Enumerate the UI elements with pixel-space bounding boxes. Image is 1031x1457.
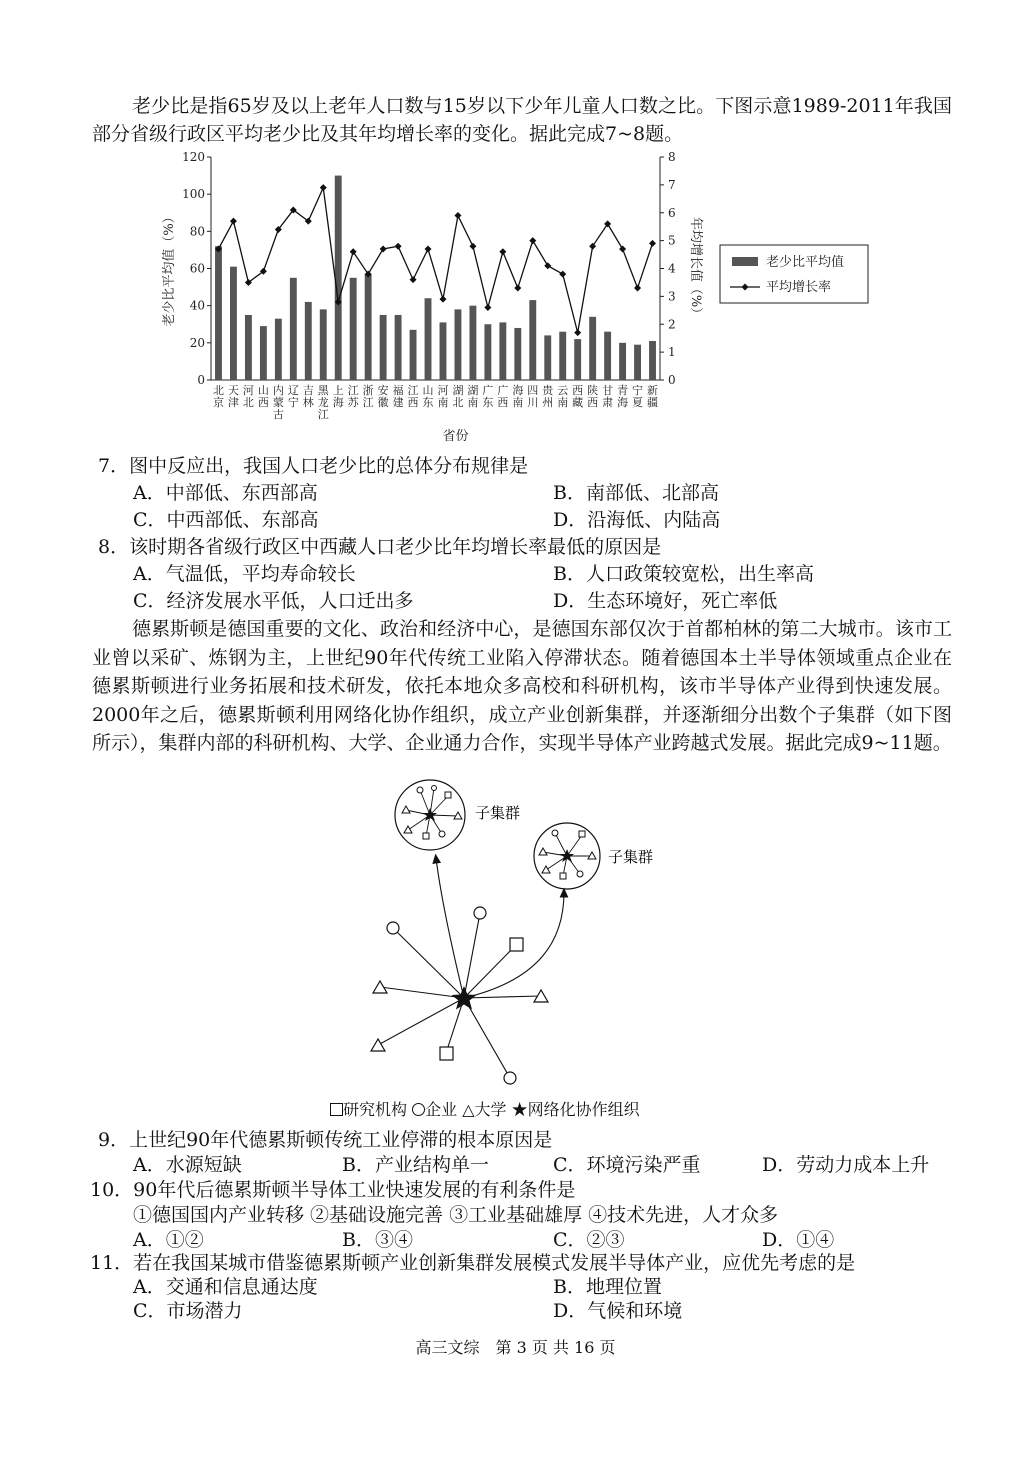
legend-network: 网络化协作组织: [527, 1100, 640, 1119]
legend-university: 大学: [474, 1100, 507, 1119]
category-label: 西: [572, 384, 584, 397]
bar: [350, 278, 357, 380]
category-label: 广: [482, 384, 494, 397]
category-label: 福: [392, 384, 404, 397]
category-label: 新: [647, 384, 659, 397]
category-label: 林: [302, 396, 314, 409]
category-label: 山: [257, 384, 269, 397]
line-point: [410, 276, 417, 283]
star-icon: ★: [511, 1100, 528, 1119]
category-label: 苏: [347, 396, 359, 409]
research-node: [440, 1047, 453, 1060]
category-label: 江: [362, 396, 374, 409]
category-label: 吉: [302, 384, 314, 397]
category-label: 辽: [287, 384, 299, 397]
question-9-option-a[interactable]: A．水源短缺: [133, 1154, 242, 1176]
bar: [320, 309, 327, 380]
right-tick-label: 2: [668, 317, 676, 332]
category-label: 浙: [362, 384, 374, 397]
category-label: 甘: [602, 384, 614, 397]
category-label: 西: [407, 396, 419, 409]
category-label: 江: [317, 408, 329, 421]
category-label: 上: [332, 384, 344, 397]
question-8-stem: 8．该时期各省级行政区中西藏人口老少比年均增长率最低的原因是: [98, 536, 662, 558]
question-7-stem: 7．图中反应出，我国人口老少比的总体分布规律是: [98, 455, 529, 477]
category-label: 南: [557, 396, 569, 409]
bar: [440, 322, 447, 380]
question-11-option-b[interactable]: B．地理位置: [553, 1276, 662, 1298]
category-label: 疆: [647, 396, 659, 409]
category-label: 北: [212, 384, 224, 397]
category-label: 徽: [377, 396, 389, 409]
bar: [365, 274, 372, 380]
left-tick-label: 0: [197, 373, 205, 387]
right-tick-label: 0: [668, 373, 676, 387]
category-label: 东: [422, 396, 434, 409]
enterprise-node: [474, 907, 486, 919]
bar: [380, 315, 387, 380]
category-label: 西: [497, 396, 509, 409]
line-point: [350, 248, 357, 255]
left-tick-label: 20: [189, 335, 205, 350]
left-axis-label: 老少比平均值（%）: [162, 210, 177, 327]
bar: [245, 315, 252, 380]
question-11-option-c[interactable]: C．市场潜力: [133, 1300, 243, 1322]
category-label: 蒙: [272, 396, 284, 409]
circle-icon: [412, 1103, 425, 1116]
question-11-option-d[interactable]: D．气候和环境: [553, 1300, 683, 1322]
bar: [484, 324, 491, 380]
category-label: 江: [407, 384, 419, 397]
line-point: [619, 245, 626, 252]
legend-enterprise: 企业: [425, 1100, 458, 1119]
question-7-option-a[interactable]: A．中部低、东西部高: [133, 482, 318, 504]
main-cluster: [378, 858, 564, 1078]
bar: [604, 332, 611, 380]
subcluster-label-1: 子集群: [475, 804, 521, 822]
category-label: 南: [512, 396, 524, 409]
subcluster-2: [534, 823, 600, 889]
question-9-stem: 9．上世纪90年代德累斯顿传统工业停滞的根本原因是: [98, 1129, 553, 1151]
bar: [215, 246, 222, 380]
line-point: [395, 243, 402, 250]
bar: [499, 322, 506, 380]
category-label: 山: [422, 384, 434, 397]
category-label: 建: [392, 396, 404, 409]
x-axis-label: 省份: [442, 429, 469, 444]
category-label: 东: [482, 396, 494, 409]
question-7-option-c[interactable]: C．中西部低、东部高: [133, 509, 319, 531]
line-point: [604, 220, 611, 227]
category-label: 海: [332, 396, 344, 409]
category-label: 京: [212, 396, 224, 409]
line-point: [634, 285, 641, 292]
bar: [290, 278, 297, 380]
right-axis-label: 年均增长值（%）: [688, 216, 703, 321]
left-tick-label: 120: [182, 150, 205, 164]
question-8-option-b[interactable]: B．人口政策较宽松，出生率高: [553, 563, 814, 585]
right-tick-label: 3: [668, 289, 676, 304]
category-label: 夏: [632, 396, 644, 409]
subcluster-1: [395, 780, 465, 850]
growth-rate-line: [218, 188, 652, 333]
question-10-stem: 10．90年代后德累斯顿半导体工业快速发展的有利条件是: [90, 1179, 576, 1201]
question-10-option-b[interactable]: B．③④: [342, 1229, 413, 1251]
category-label: 海: [617, 396, 629, 409]
bar: [395, 315, 402, 380]
bar: [335, 176, 342, 380]
line-point: [454, 212, 461, 219]
category-label: 湖: [467, 384, 479, 397]
category-label: 贵: [542, 384, 554, 397]
left-tick-label: 60: [189, 261, 205, 276]
bar: [529, 300, 536, 380]
category-label: 宁: [287, 396, 299, 409]
left-tick-label: 100: [182, 187, 205, 202]
question-10-items: ①德国国内产业转移 ②基础设施完善 ③工业基础雄厚 ④技术先进，人才众多: [133, 1204, 779, 1226]
category-label: 藏: [572, 396, 584, 409]
bar: [589, 317, 596, 380]
bar: [634, 345, 641, 380]
bar: [544, 335, 551, 380]
university-node: [371, 1039, 385, 1051]
square-icon: [330, 1103, 343, 1116]
legend-line-label: 平均增长率: [766, 280, 832, 295]
page-footer: 高三文综 第 3 页 共 16 页: [415, 1338, 616, 1357]
bar: [469, 306, 476, 380]
category-label: 湖: [452, 384, 464, 397]
bar: [230, 267, 237, 380]
bar: [410, 330, 417, 380]
university-node: [373, 981, 387, 993]
line-point: [484, 304, 491, 311]
line-point: [499, 248, 506, 255]
line-point: [589, 243, 596, 250]
question-10-option-c[interactable]: C．②③: [553, 1229, 625, 1251]
category-label: 龙: [317, 396, 329, 409]
question-7-option-b[interactable]: B．南部低、北部高: [553, 482, 719, 504]
bar: [305, 302, 312, 380]
category-label: 云: [557, 384, 569, 397]
question-8-option-d[interactable]: D．生态环境好，死亡率低: [553, 590, 778, 612]
category-label: 河: [437, 384, 449, 397]
right-tick-label: 1: [668, 345, 676, 360]
line-point: [559, 271, 566, 278]
line-point: [320, 184, 327, 191]
right-tick-label: 4: [668, 261, 676, 276]
bar: [619, 343, 626, 380]
category-label: 宁: [632, 384, 644, 397]
left-tick-label: 80: [189, 224, 205, 239]
question-7-option-d[interactable]: D．沿海低、内陆高: [553, 509, 721, 531]
bar: [559, 332, 566, 380]
category-label: 古: [272, 408, 284, 421]
diagram-legend: [330, 1097, 640, 1120]
bar: [425, 298, 432, 380]
category-label: 北: [242, 396, 254, 409]
question-11-stem: 11．若在我国某城市借鉴德累斯顿产业创新集群发展模式发展半导体产业，应优先考虑的是: [90, 1252, 856, 1274]
line-point: [574, 329, 581, 336]
question-9-option-d[interactable]: D．劳动力成本上升: [762, 1154, 930, 1176]
cluster-network-diagram: [330, 770, 710, 1095]
intro-paragraph-2: 德累斯顿是德国重要的文化、政治和经济中心，是德国东部仅次于首都柏林的第二大城市。该市工业曾以采矿、炼钢为主，上世纪90年代传统工业陷入停滞状态。随着德国本土半导体领域重点企业在德累斯顿进行业务拓展和技术研发，依托本地众多高校和科研机构，该市半导体产业得到快速发展。2000年之后，德累斯顿利用网络化协作组织，成立产业创新集群，并逐渐细分出数个子集群（如下图所示），集群内部的科研机构、大学、企业通力合作，实现半导体产业跨越式发展。据此完成9~11题。: [92, 618, 952, 754]
legend-bar-label: 老少比平均值: [766, 255, 845, 270]
subcluster-label-2: 子集群: [608, 848, 654, 866]
right-tick-label: 8: [668, 150, 676, 164]
right-tick-label: 5: [668, 233, 676, 248]
enterprise-node: [387, 922, 399, 934]
line-point: [544, 262, 551, 269]
bar: [574, 339, 581, 380]
line-point: [529, 237, 536, 244]
category-label: 海: [512, 384, 524, 397]
category-label: 河: [242, 384, 254, 397]
line-point: [439, 296, 446, 303]
category-label: 江: [347, 384, 359, 397]
bar: [649, 341, 656, 380]
category-label: 安: [377, 384, 389, 397]
enterprise-node: [504, 1072, 516, 1084]
question-8-option-a[interactable]: A．气温低，平均寿命较长: [133, 563, 356, 585]
bar: [455, 309, 462, 380]
question-10-option-a[interactable]: A．①②: [133, 1229, 204, 1251]
legend-bar-swatch: [732, 257, 758, 266]
research-node: [510, 938, 523, 951]
category-label: 天: [227, 384, 239, 397]
category-label: 北: [452, 396, 464, 409]
bar: [260, 326, 267, 380]
right-tick-label: 6: [668, 205, 676, 220]
triangle-icon: △: [462, 1100, 475, 1119]
legend-research: 研究机构: [343, 1100, 408, 1119]
category-label: 肃: [602, 396, 614, 409]
category-label: 陕: [587, 384, 599, 397]
category-label: 西: [587, 396, 599, 409]
category-label: 南: [437, 396, 449, 409]
category-label: 西: [257, 396, 269, 409]
question-10-option-d[interactable]: D．①④: [762, 1229, 835, 1251]
line-point: [230, 218, 237, 225]
line-point: [380, 245, 387, 252]
question-9-option-c[interactable]: C．环境污染严重: [553, 1154, 701, 1176]
question-9-option-b[interactable]: B．产业结构单一: [342, 1154, 489, 1176]
category-label: 黑: [317, 384, 329, 397]
category-label: 广: [497, 384, 509, 397]
category-label: 四: [527, 384, 539, 397]
left-tick-label: 40: [189, 298, 205, 313]
question-8-option-c[interactable]: C．经济发展水平低，人口迁出多: [133, 590, 414, 612]
category-label: 川: [527, 396, 539, 409]
aging-ratio-chart: [150, 145, 880, 450]
bar: [514, 328, 521, 380]
category-label: 津: [227, 396, 239, 409]
intro-paragraph-1: 老少比是指65岁及以上老年人口数与15岁以下少年儿童人口数之比。下图示意1989-2011年我国部分省级行政区平均老少比及其年均增长率的变化。据此完成7~8题。: [92, 95, 952, 145]
category-label: 州: [542, 396, 554, 409]
line-point: [425, 245, 432, 252]
category-label: 内: [272, 384, 284, 397]
line-point: [469, 243, 476, 250]
question-11-option-a[interactable]: A．交通和信息通达度: [133, 1276, 318, 1298]
category-label: 青: [617, 384, 629, 397]
line-point: [514, 285, 521, 292]
bar: [275, 319, 282, 380]
line-point: [649, 240, 656, 247]
right-tick-label: 7: [668, 177, 676, 192]
category-label: 南: [467, 396, 479, 409]
